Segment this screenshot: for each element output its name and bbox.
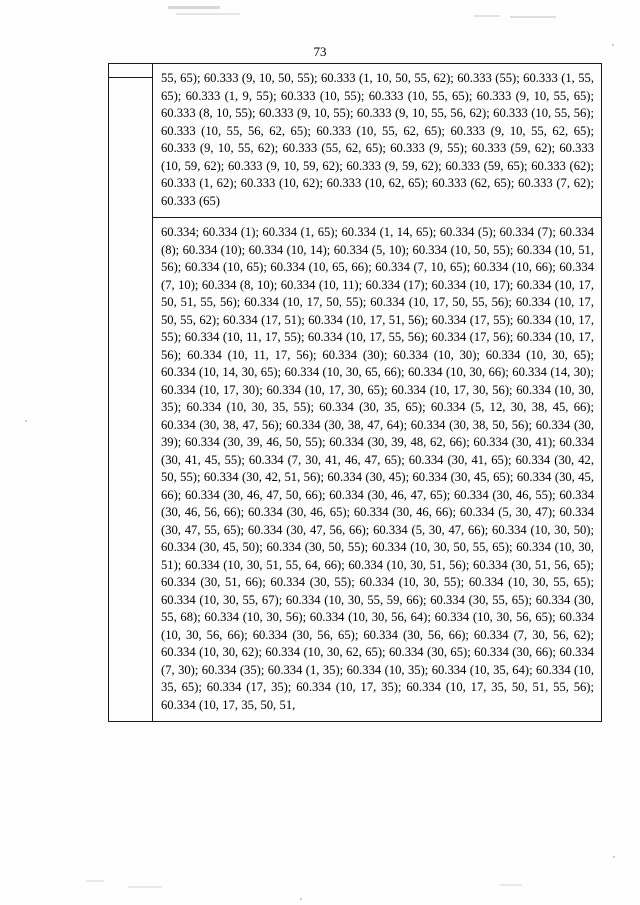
table-cell-index <box>109 64 153 218</box>
classification-table <box>108 63 602 722</box>
table-cell-content <box>153 64 601 218</box>
page-number: 73 <box>313 44 327 59</box>
entry-list-60334: 60.334; 60.334 (1); 60.334 (1, 65); 60.334 (1, 14, 65); 60.334 (5); 60.334 (7); 60.334 (8); 60.334 (10); 60.334 (10, 14); 60.334 (5, 10); 60.334 (10, 50, 55); 60.334 (10, 51, 56); 60.334 (10, 65); 60.334 (10, 65, 66); 60.334 (7, 10, 65); 60.334 (10, 66); 60.334 (7, 10); 60.334 (8, 10); 60.334 (10, 11); 60.334 (17); 60.334 (10, 17); 60.334 (10, 17, 50, 51, 55, 56); 60.334 (10, 17, 50, 55); 60.334 (10, 17, 50, 55, 56); 60.334 (10, 17, 50, 55, 62); 60.334 (17, 51); 60.334 (10, 17, 51, 56); 60.334 (17, 55); 60.334 (10, 17, 55); 60.334 (10, 11, 17, 55); 60.334 (10, 17, 55, 56); 60.334 (17, 56); 60.334 (10, 17, 56); 60.334 (10, 11, 17, 56); 60.334 (30); 60.334 (10, 30); 60.334 (10, 30, 65); 60.334 (10, 14, 30, 65); 60.334 (10, 30, 65, 66); 60.334 (10, 30, 66); 60.334 (14, 30); 60.334 (10, 17, 30); 60.334 (10, 17, 30, 65); 60.334 (10, 17, 30, 56); 60.334 (10, 30, 35); 60.334 (10, 30, 35, 55); 60.334 (30, 35, 65); 60.334 (5, 12, 30, 38, 45, 66); 60.334 (30, 38, 47, 56); 60.334 (30, 38, 47, 64); 60.334 (30, 38, 50, 56); 60.334 (30, 39); 60.334 (30, 39, 46, 50, 55); 60.334 (30, 39, 48, 62, 66); 60.334 (30, 41); 60.334 (30, 41, 45, 55); 60.334 (7, 30, 41, 46, 47, 65); 60.334 (30, 41, 65); 60.334 (30, 42, 50, 55); 60.334 (30, 42, 51, 56); 60.334 (30, 45); 60.334 (30, 45, 65); 60.334 (30, 45, 66); 60.334 (30, 46, 47, 50, 66); 60.334 (30, 46, 47, 65); 60.334 (30, 46, 55); 60.334 (30, 46, 56, 66); 60.334 (30, 46, 65); 60.334 (30, 46, 66); 60.334 (5, 30, 47); 60.334 (30, 47, 55, 65); 60.334 (30, 47, 56, 66); 60.334 (5, 30, 47, 66); 60.334 (10, 30, 50); 60.334 (30, 45, 50); 60.334 (30, 50, 55); 60.334 (10, 30, 50, 55, 65); 60.334 (10, 30, 51); 60.334 (10, 30, 51, 55, 64, 66); 60.334 (10, 30, 51, 56); 60.334 (30, 51, 56, 65); 60.334 (30, 51, 66); 60.334 (30, 55); 60.334 (10, 30, 55); 60.334 (10, 30, 55, 65); 60.334 (10, 30, 55, 67); 60.334 (10, 30, 55, 59, 66); 60.334 (30, 55, 65); 60.334 (30, 55, 68); 60.334 (10, 30, 56); 60.334 (10, 30, 56, 64); 60.334 (10, 30, 56, 65); 60.334 (10, 30, 56, 66); 60.334 (30, 56, 65); 60.334 (30, 56, 66); 60.334 (7, 30, 56, 62); 60.334 (10, 30, 62); 60.334 (10, 30, 62, 65); 60.334 (30, 65); 60.334 (30, 66); 60.334 (7, 30); 60.334 (35); 60.334 (1, 35); 60.334 (10, 35); 60.334 (10, 35, 64); 60.334 (10, 35, 65); 60.334 (17, 35); 60.334 (10, 17, 35); 60.334 (10, 17, 35, 50, 51, 55, 56); 60.334 (10, 17, 35, 50, 51, <box>161 225 594 712</box>
scan-artifact <box>510 16 556 18</box>
scan-artifact <box>500 884 522 886</box>
table-row <box>109 64 601 218</box>
table-cell-index <box>109 218 153 721</box>
scan-speck <box>613 856 615 858</box>
scan-artifact <box>168 6 220 9</box>
scan-artifact <box>474 15 500 17</box>
scan-speck <box>25 420 27 422</box>
scan-speck <box>300 898 302 900</box>
scan-artifact <box>86 880 104 882</box>
scan-artifact <box>128 886 162 888</box>
table-cell-content <box>153 218 601 721</box>
index-cell-text <box>109 218 152 231</box>
table-row <box>109 218 601 721</box>
scan-artifact <box>176 13 240 15</box>
index-cell-text <box>109 64 152 78</box>
entry-list-60333: 55, 65); 60.333 (9, 10, 50, 55); 60.333 (1, 10, 50, 55, 62); 60.333 (55); 60.333 (1, 55, 65); 60.333 (1, 9, 55); 60.333 (10, 55); 60.333 (10, 55, 65); 60.333 (9, 10, 55, 65); 60.333 (8, 10, 55); 60.333 (9, 10, 55); 60.333 (9, 10, 55, 56, 62); 60.333 (10, 55, 56); 60.333 (10, 55, 56, 62, 65); 60.333 (10, 55, 62, 65); 60.333 (9, 10, 55, 62, 65); 60.333 (9, 10, 55, 62); 60.333 (55, 62, 65); 60.333 (9, 55); 60.333 (59, 62); 60.333 (10, 59, 62); 60.333 (9, 10, 59, 62); 60.333 (9, 59, 62); 60.333 (59, 65); 60.333 (62); 60.333 (1, 62); 60.333 (10, 62); 60.333 (10, 62, 65); 60.333 (62, 65); 60.333 (7, 62); 60.333 (65) <box>153 64 601 218</box>
